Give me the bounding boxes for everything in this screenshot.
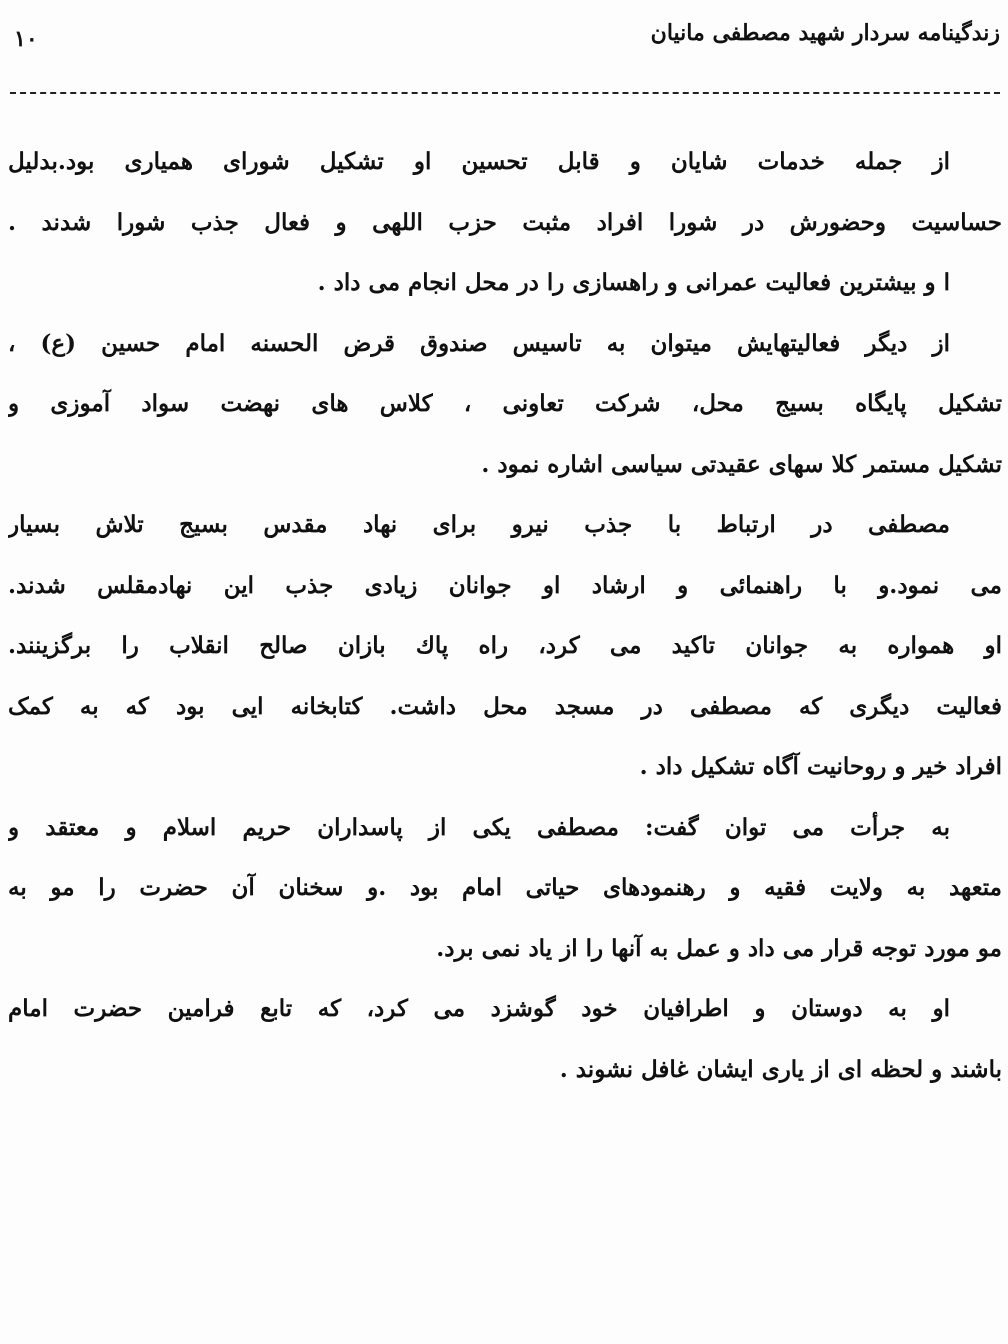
text-line: به جرأت می توان گفت: مصطفی یکی از پاسداران حریم اسلام و معتقد و (8, 813, 950, 841)
text-line: او همواره به جوانان تاکید می کرد، راه پاك بازان صالح انقلاب را برگزینند. (8, 632, 1002, 659)
text-line: از دیگر فعالیتهایش میتوان به تاسیس صندوق قرض الحسنه امام حسین (ع) ، (8, 329, 950, 357)
text-line: از جمله خدمات شایان و قابل تحسین او تشکیل شورای همیاری بود.بدلیل (8, 148, 950, 175)
text-line: می نمود.و با راهنمائی و ارشاد او جوانان زیادی جذب این نهادمقلس شدند. (8, 571, 1002, 599)
page-number: ۱۰ (14, 26, 38, 52)
body-text (8, 132, 1002, 1100)
text-line: فعالیت دیگری که مصطفی در مسجد محل داشت. کتابخانه ایی بود که به کمک (8, 692, 1002, 720)
header-divider (10, 92, 1000, 94)
text-line: باشند و لحظه ای از یاری ایشان غافل نشوند . (559, 1055, 1002, 1083)
text-line: تشکیل مستمر کلا سهای عقیدتی سیاسی اشاره نمود . (481, 450, 1002, 478)
text-line: مو مورد توجه قرار می داد و عمل به آنها را از یاد نمی برد. (436, 934, 1002, 962)
text-line: افراد خیر و روحانیت آگاه تشکیل داد . (639, 753, 1002, 780)
text-line: تشکیل پایگاه بسیج محل، شرکت تعاونی ، کلاس های نهضت سواد آموزی و (8, 390, 1002, 417)
text-line: ا و بیشترین فعالیت عمرانی و راهسازی را در محل انجام می داد . (317, 269, 950, 296)
text-line: متعهد به ولایت فقیه و رهنمودهای حیاتی امام بود .و سخنان آن حضرت را مو به (8, 874, 1002, 901)
text-line: او به دوستان و اطرافیان خود گوشزد می کرد، که تابع فرامین حضرت امام (8, 995, 950, 1022)
text-line: مصطفی در ارتباط با جذب نیرو برای نهاد مقدس بسیج تلاش بسیار (8, 511, 950, 538)
header-title: زندگینامه سردار شهید مصطفی مانیان (650, 20, 1000, 46)
text-line: حساسیت وحضورش در شورا افراد مثبت حزب اللهی و فعال جذب شورا شدند . (8, 208, 1002, 236)
page-header (0, 14, 1008, 54)
